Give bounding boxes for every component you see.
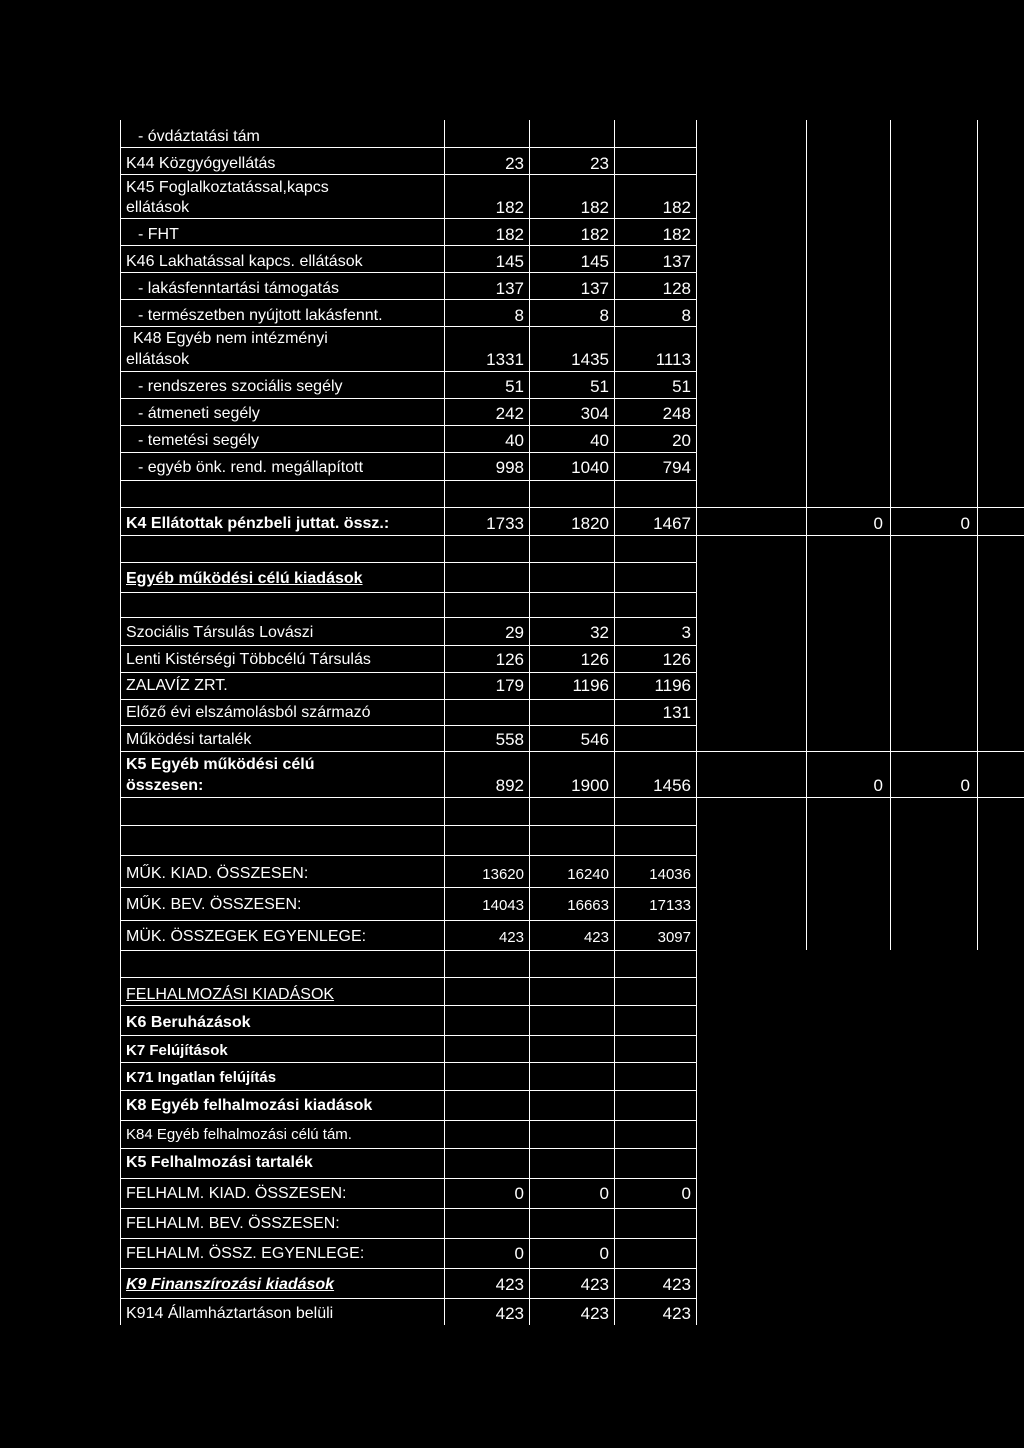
row-label: Lenti Kistérségi Többcélú Társulás (126, 651, 371, 668)
cell-value: 0 (960, 514, 970, 533)
cell-value: 423 (495, 1304, 524, 1323)
cell-value: 126 (662, 650, 691, 669)
cell-value: 558 (495, 730, 524, 749)
row-border (120, 326, 696, 327)
row-border (120, 751, 1024, 752)
cell-value: 1900 (571, 776, 609, 795)
row-border (120, 887, 696, 888)
row-border (120, 725, 696, 726)
row-label: - rendszeres szociális segély (138, 378, 343, 395)
cell-value: 23 (505, 154, 524, 173)
cell-value: 0 (873, 514, 883, 533)
row-label: FELHALM. KIAD. ÖSSZESEN: (126, 1185, 347, 1202)
row-label: MŰK. KIAD. ÖSSZESEN: (126, 865, 309, 882)
row-border (120, 398, 696, 399)
cell-value: 423 (662, 1275, 691, 1294)
cell-value: 1435 (571, 350, 609, 369)
row-label: - lakásfenntartási támogatás (138, 280, 339, 297)
row-label: - FHT (138, 226, 179, 243)
cell-value: 20 (672, 431, 691, 450)
cell-value: 14036 (649, 866, 691, 883)
row-border (120, 855, 696, 856)
cell-value: 51 (672, 377, 691, 396)
cell-value: 892 (495, 776, 524, 795)
cell-value: 794 (662, 458, 691, 477)
cell-value: 423 (498, 929, 524, 946)
cell-value: 16240 (567, 866, 609, 883)
cell-value: 131 (662, 703, 691, 722)
row-label: K7 Felújítások (126, 1042, 228, 1059)
row-label-cont: ellátások (126, 199, 190, 216)
cell-value: 423 (495, 1275, 524, 1294)
cell-value: 242 (495, 404, 524, 423)
row-label: K6 Beruházások (126, 1014, 251, 1031)
cell-value: 423 (583, 929, 609, 946)
cell-value: 29 (505, 623, 524, 642)
cell-value: 0 (681, 1184, 691, 1203)
cell-value: 182 (662, 225, 691, 244)
row-label: ZALAVÍZ ZRT. (126, 677, 228, 694)
row-border (120, 617, 696, 618)
row-border (120, 452, 696, 453)
cell-value: 8 (681, 306, 691, 325)
row-border (120, 1005, 696, 1006)
row-label: K8 Egyéb felhalmozási kiadások (126, 1097, 373, 1114)
cell-value: 248 (662, 404, 691, 423)
row-label: Szociális Társulás Lovászi (126, 624, 314, 641)
row-border (120, 480, 696, 481)
cell-value: 1196 (572, 676, 609, 695)
cell-value: 423 (580, 1304, 609, 1323)
cell-value: 182 (580, 225, 609, 244)
row-label: Működési tartalék (126, 731, 252, 748)
row-border (120, 1208, 696, 1209)
row-border (120, 562, 696, 563)
row-border (120, 1268, 696, 1269)
cell-value: 40 (590, 431, 609, 450)
row-label: MÜK. ÖSSZEGEK EGYENLEGE: (126, 928, 367, 945)
cell-value: 17133 (649, 897, 691, 914)
row-label: K84 Egyéb felhalmozási célú tám. (126, 1126, 352, 1143)
cell-value: 179 (495, 676, 524, 695)
row-border (120, 1178, 696, 1179)
col-border (614, 120, 615, 1325)
cell-value: 182 (495, 225, 524, 244)
row-label: K4 Ellátottak pénzbeli juttat. össz.: (126, 515, 390, 532)
cell-value: 8 (514, 306, 524, 325)
cell-value: 32 (590, 623, 609, 642)
cell-value: 1467 (653, 514, 691, 533)
row-label: - temetési segély (138, 432, 259, 449)
row-border (120, 174, 696, 175)
cell-value: 1196 (654, 676, 691, 695)
row-label: K44 Közgyógyellátás (126, 155, 276, 172)
cell-value: 1040 (571, 458, 609, 477)
col-border (529, 120, 530, 1325)
cell-value: 0 (599, 1244, 609, 1263)
row-label: MŰK. BEV. ÖSSZESEN: (126, 896, 302, 913)
cell-value: 137 (580, 279, 609, 298)
row-border (120, 507, 1024, 508)
cell-value: 0 (514, 1244, 524, 1263)
cell-value: 998 (495, 458, 524, 477)
cell-value: 145 (495, 252, 524, 271)
cell-value: 8 (599, 306, 609, 325)
cell-value: 0 (873, 776, 883, 795)
cell-value: 3 (681, 623, 691, 642)
row-border (120, 1298, 696, 1299)
row-border (120, 592, 696, 593)
row-label: K71 Ingatlan felújítás (126, 1069, 277, 1086)
cell-value: 1456 (653, 776, 691, 795)
row-label: - átmeneti segély (138, 405, 260, 422)
row-label-cont: ellátások (126, 351, 190, 368)
row-border (120, 147, 696, 148)
section-heading: Egyéb működési célú kiadások (126, 570, 363, 587)
row-label: K914 Államháztartáson belüli (126, 1305, 334, 1322)
cell-value: 1820 (571, 514, 609, 533)
row-border (120, 371, 696, 372)
row-border (120, 920, 696, 921)
cell-value: 40 (505, 431, 524, 450)
row-label: - egyéb önk. rend. megállapított (138, 459, 364, 476)
row-border (120, 1090, 696, 1091)
cell-value: 182 (580, 198, 609, 217)
section-heading: FELHALMOZÁSI KIADÁSOK (126, 986, 335, 1003)
cell-value: 423 (662, 1304, 691, 1323)
cell-value: 128 (662, 279, 691, 298)
row-border (120, 535, 1024, 536)
cell-value: 51 (505, 377, 524, 396)
row-border (120, 645, 696, 646)
cell-value: 182 (495, 198, 524, 217)
row-label: K46 Lakhatással kapcs. ellátások (126, 253, 363, 270)
cell-value: 145 (580, 252, 609, 271)
row-border (120, 1120, 696, 1121)
row-label: Előző évi elszámolásból származó (126, 704, 371, 721)
cell-value: 546 (580, 730, 609, 749)
cell-value: 13620 (482, 866, 524, 883)
row-label: - természetben nyújtott lakásfennt. (138, 307, 383, 324)
cell-value: 137 (495, 279, 524, 298)
row-label: K48 Egyéb nem intézményi (133, 330, 328, 347)
row-border (120, 272, 696, 273)
cell-value: 3097 (657, 929, 691, 946)
row-label: FELHALM. BEV. ÖSSZESEN: (126, 1215, 340, 1232)
cell-value: 137 (662, 252, 691, 271)
cell-value: 14043 (482, 897, 524, 914)
row-border (120, 699, 696, 700)
col-border (444, 120, 445, 1325)
row-label: - óvdáztatási tám (138, 128, 260, 145)
cell-value: 0 (599, 1184, 609, 1203)
cell-value: 1113 (655, 350, 691, 369)
cell-value: 1733 (486, 514, 524, 533)
row-border (120, 218, 696, 219)
row-border (120, 1238, 696, 1239)
cell-value: 16663 (567, 897, 609, 914)
cell-value: 182 (662, 198, 691, 217)
cell-value: 126 (580, 650, 609, 669)
row-border (120, 1062, 696, 1063)
row-border (120, 977, 696, 978)
row-border (120, 1148, 696, 1149)
row-border (120, 1035, 696, 1036)
row-label: K45 Foglalkoztatással,kapcs (126, 179, 329, 196)
row-label: FELHALM. ÖSSZ. EGYENLEGE: (126, 1245, 365, 1262)
row-label-cont: összesen: (126, 777, 204, 794)
row-label: K5 Egyéb működési célú (126, 756, 315, 773)
cell-value: 0 (960, 776, 970, 795)
cell-value: 423 (580, 1275, 609, 1294)
row-label: K5 Felhalmozási tartalék (126, 1154, 313, 1171)
cell-value: 51 (590, 377, 609, 396)
col-border (120, 120, 121, 1325)
row-border (120, 950, 696, 951)
cell-value: 126 (495, 650, 524, 669)
row-border (120, 797, 1024, 798)
row-label: K9 Finanszírozási kiadások (126, 1276, 335, 1293)
row-border (120, 672, 696, 673)
row-border (120, 245, 696, 246)
row-border (120, 425, 696, 426)
row-border (120, 299, 696, 300)
col-border (696, 120, 697, 1325)
row-border (120, 825, 696, 826)
cell-value: 1331 (486, 350, 524, 369)
cell-value: 304 (580, 404, 609, 423)
cell-value: 23 (590, 154, 609, 173)
cell-value: 0 (514, 1184, 524, 1203)
